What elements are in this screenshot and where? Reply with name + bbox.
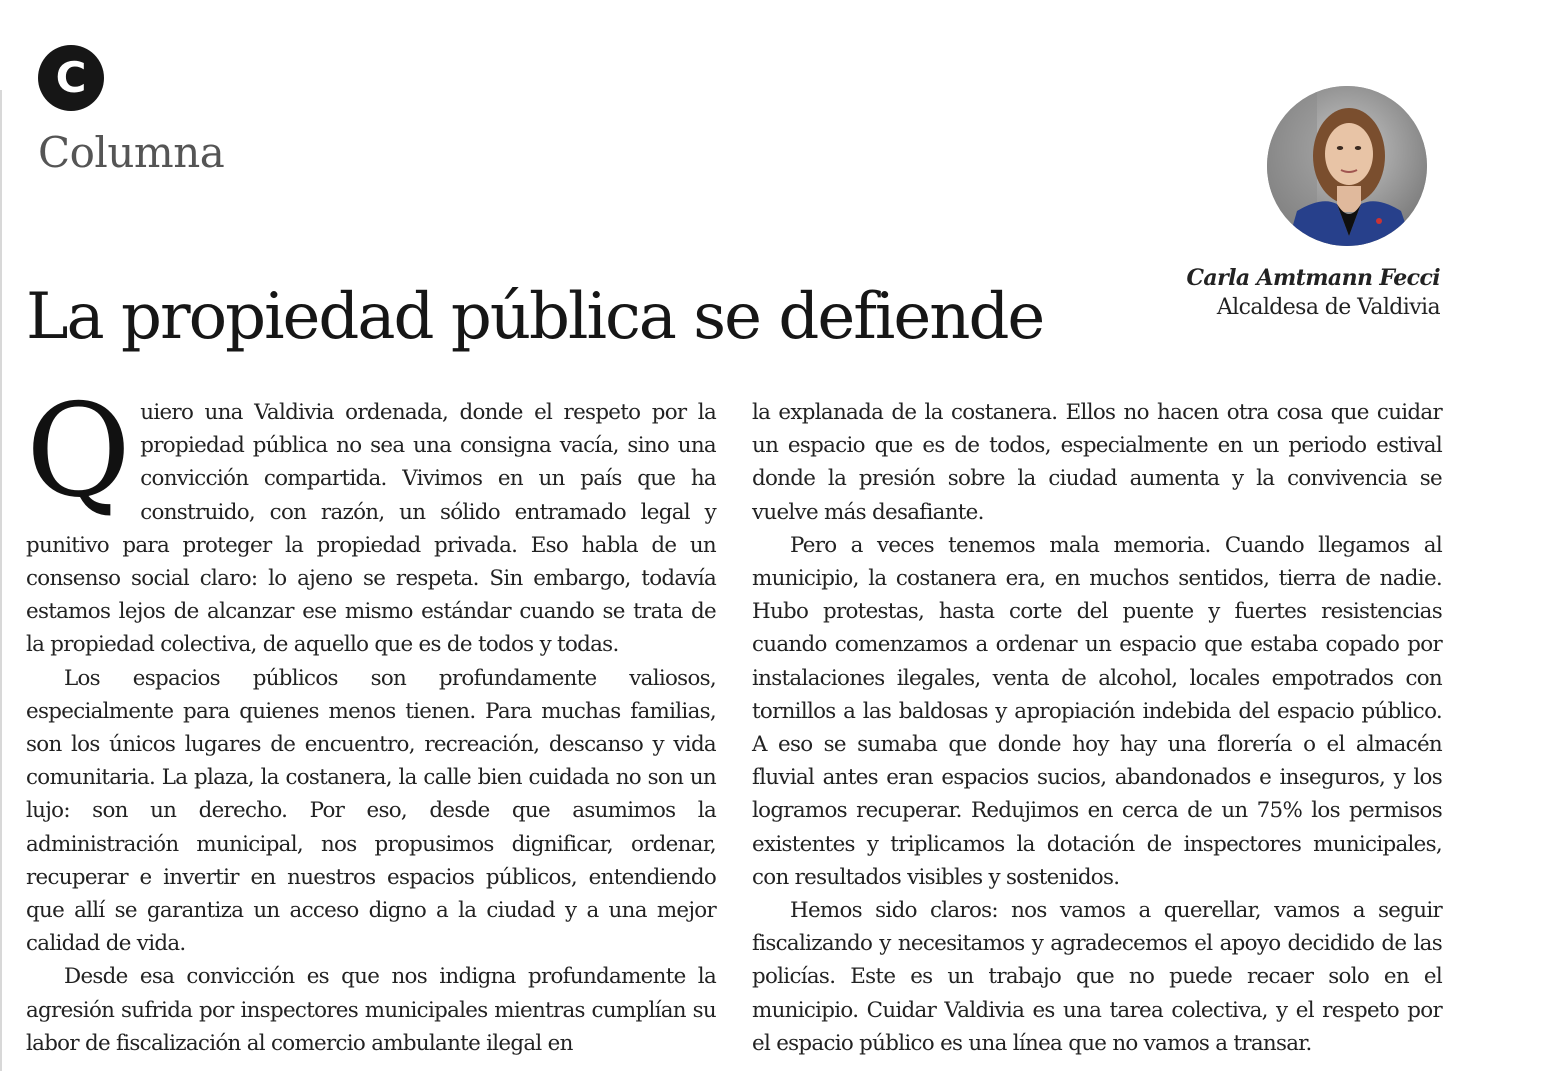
section-badge [38,45,104,111]
section-label: Columna [38,128,225,177]
article-paragraph: Desde esa convicción es que nos indigna profundamente la agresión sufrida por inspectores municipales mientras cumplían su labor de fiscalización al comercio ambulante ilegal en [26,964,716,1056]
article-column-left [26,377,716,1060]
article-paragraph [26,377,716,662]
article-paragraph: Los espacios públicos son profundamente valiosos, especialmente para quienes menos tienen. Para muchas familias, son los únicos lugares de encuentro, recreación, descanso y vida comunitaria. La plaza, la costanera, la calle bien cuidada no son un lujo: son un derecho. Por eso, desde que asumimos la administración municipal, nos propusimos dignificar, ordenar, recuperar e invertir en nuestros espacios públicos, entendiendo que allí se garantiza un acceso digno a la ciudad y a una mejor calidad de vida. [26,665,716,957]
article-column-right [752,396,1442,1060]
section-badge-letter: C [55,53,87,102]
author-role: Alcaldesa de Valdivia [1216,295,1440,320]
drop-cap: Q [26,377,131,526]
author-portrait [1267,86,1427,246]
article-paragraph: Hemos sido claros: nos vamos a querellar, vamos a seguir fiscalizando y necesitamos y agradecemos el apoyo decidido de las policías. Este es un trabajo que no puede recaer solo en el municipio. Cuidar Valdivia es una tarea colectiva, y el respeto por el espacio público es una línea que no vamos a transar. [752,898,1442,1056]
author-portrait-icon [1267,86,1427,246]
author-block [1187,265,1440,320]
left-border-rule [0,90,2,1071]
article-paragraph: la explanada de la costanera. Ellos no hacen otra cosa que cuidar un espacio que es de todos, especialmente en un periodo estival donde la presión sobre la ciudad aumenta y la convivencia se vuelve más desafiante. [752,400,1442,525]
paragraph-text: uiero una Valdivia ordenada, donde el respeto por la propiedad pública no sea una consigna vacía, sino una convicción compartida. Vivimos en un país que ha construido, con razón, un sólido entramado legal y punitivo para proteger la propiedad privada. Eso habla de un consenso social claro: lo ajeno se respeta. Sin embargo, todavía estamos lejos de alcanzar ese mismo estándar cuando se trata de la propiedad colectiva, de aquello que es de todos y todas. [26,400,716,658]
headline: La propiedad pública se defiende [26,280,1044,354]
author-name: Carla Amtmann Fecci [1186,265,1440,291]
article-paragraph: Pero a veces tenemos mala memoria. Cuando llegamos al municipio, la costanera era, en muchos sentidos, tierra de nadie. Hubo protestas, hasta corte del puente y fuertes resistencias cuando comenzamos a ordenar un espacio que estaba copado por instalaciones ilegales, venta de alcohol, locales empotrados con tornillos a las baldosas y apropiación indebida del espacio público. A eso se sumaba que donde hoy hay una florería o el almacén fluvial antes eran espacios sucios, abandonados e inseguros, y los logramos recuperar. Redujimos en cerca de un 75% los permisos existentes y triplicamos la dotación de inspectores municipales, con resultados visibles y sostenidos. [752,532,1442,890]
